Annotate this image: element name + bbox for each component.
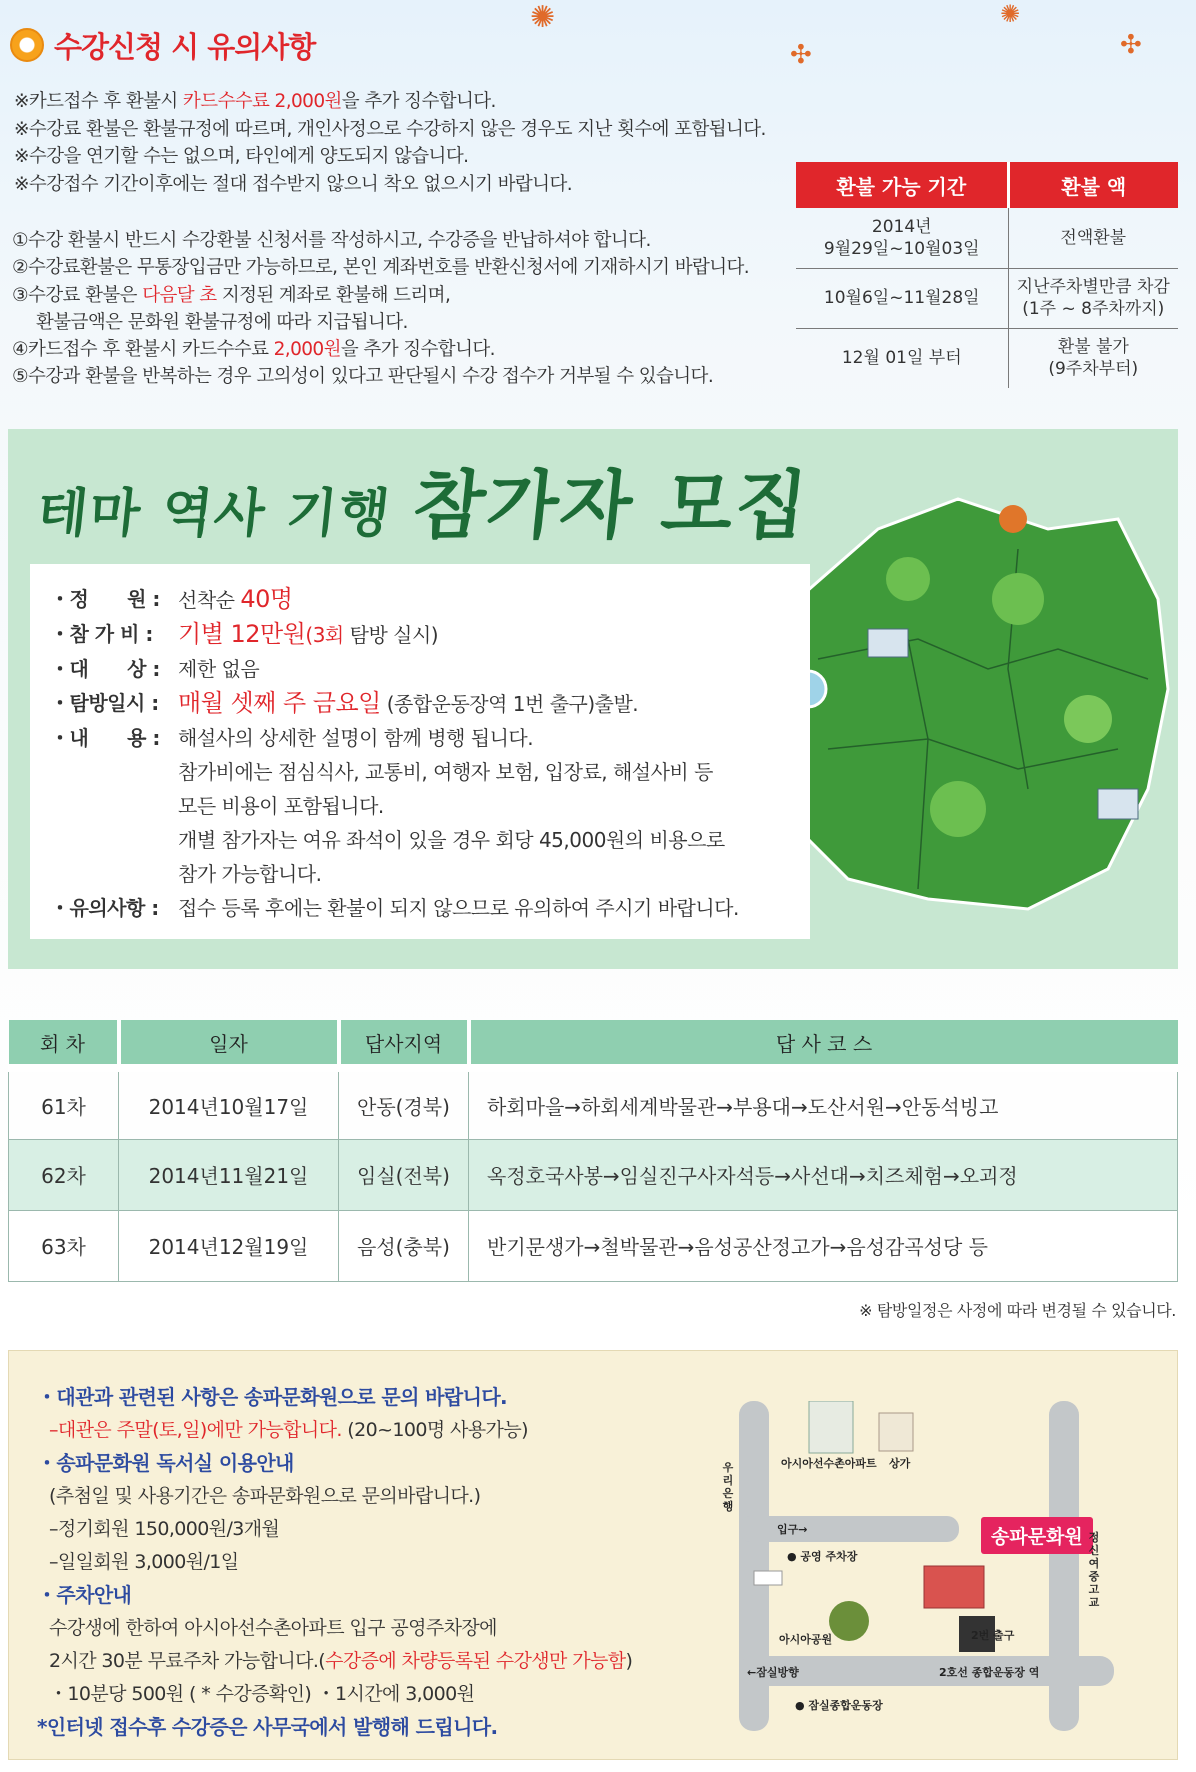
reading-room-regular: –정기회원 150,000원/3개월 (49, 1518, 280, 1540)
parking-fee-line: ・10분당 500원 ( * 수강증확인) ・1시간에 3,000원 (49, 1683, 475, 1705)
notice-title: 수강신청 시 유의사항 (54, 29, 316, 64)
notice-line: ※수강접수 기간이후에는 절대 접수받지 않으니 착오 없으시기 바랍니다. (14, 173, 573, 195)
location-map-roads (699, 1401, 1129, 1741)
info-row-caution: ・유의사항 : 접수 등록 후에는 환불이 되지 않으므로 유의하여 주시기 바랍니다. (50, 896, 739, 920)
map-label-apartment: 아시아선수촌아파트 (781, 1457, 877, 1470)
step-line: ②수강료환불은 무통장입금만 가능하므로, 본인 계좌번호를 반환신청서에 기재하시기 바랍니다. (12, 257, 750, 279)
notice-line: ※수강료 환불은 환불규정에 따르며, 개인사정으로 수강하지 않은 경우도 지난 횟수에 포함됩니다. (14, 118, 766, 140)
info-row-capacity: ・정 원 : 선착순 40명 (50, 585, 293, 613)
leaf-decoration-icon: ✺ (1000, 0, 1021, 28)
map-label-bank: 우리은행 (722, 1461, 734, 1513)
table-row (796, 268, 1178, 328)
refund-period-cell: 2014년 9월29일~10월03일 (796, 208, 1008, 268)
map-label-stadium: ● 잠실종합운동장 (795, 1699, 883, 1712)
schedule-date: 2014년10월17일 (119, 1068, 339, 1139)
schedule-region: 음성(충북) (339, 1210, 469, 1281)
recruit-info-box (30, 564, 810, 939)
parking-line: 수강생에 한하여 아시아선수촌아파트 입구 공영주차장에 (49, 1617, 497, 1639)
step-line: 환불금액은 문화원 환불규정에 따라 지급됩니다. (36, 311, 408, 333)
bullet-circle-icon (10, 28, 44, 62)
reading-room-daily: –일일회원 3,000원/1일 (49, 1551, 239, 1573)
schedule-no: 61차 (9, 1068, 119, 1139)
notice-heading (10, 24, 315, 66)
schedule-date: 2014년11월21일 (119, 1139, 339, 1210)
reading-room-heading: ・송파문화원 독서실 이용안내 (37, 1451, 294, 1475)
step-line: ①수강 환불시 반드시 수강환불 신청서를 작성하시고, 수강증을 반납하셔야 합니다. (12, 230, 651, 251)
content-line: 참가비에는 점심식사, 교통비, 여행자 보험, 입장료, 해설사비 등 (178, 760, 713, 784)
leaf-decoration-icon: ✺ (530, 0, 556, 35)
refund-amount-cell: 환불 불가 (9주차부터) (1048, 337, 1139, 380)
bottom-info-panel (8, 1350, 1178, 1760)
map-label-parking: ● 공영 주차장 (787, 1550, 858, 1563)
recruit-banner (8, 429, 1178, 969)
schedule-note: ※ 탐방일정은 사정에 따라 변경될 수 있습니다. (859, 1301, 1176, 1320)
dragonfly-decoration-icon: ✣ (1120, 30, 1142, 60)
internet-note: *인터넷 접수후 수강증은 사무국에서 발행해 드립니다. (37, 1715, 498, 1739)
schedule-course: 반기문생가→철박물관→음성공산정고가→음성감곡성당 등 (469, 1210, 1178, 1281)
table-row (9, 1139, 1178, 1210)
recruit-title-small: 테마 역사 기행 (34, 483, 395, 544)
table-row (796, 208, 1178, 268)
map-label-exit: 2번 출구 (971, 1629, 1015, 1642)
notice-notes (14, 88, 766, 198)
map-label-to-jamsil: ←잠실방향 (747, 1666, 799, 1679)
step-line: ⑤수강과 환불을 반복하는 경우 고의성이 있다고 판단될시 수강 접수가 거부될 수 있습니다. (12, 366, 714, 388)
rental-heading: ・대관과 관련된 사항은 송파문화원으로 문의 바랍니다. (37, 1385, 508, 1409)
content-extra-line2: 참가 가능합니다. (178, 862, 322, 886)
refund-table (796, 162, 1178, 388)
map-label-entrance: 입구→ (777, 1523, 808, 1536)
refund-period-cell: 10월6일~11월28일 (796, 268, 1008, 328)
schedule-date: 2014년12월19일 (119, 1210, 339, 1281)
parking-free-line: 2시간 30분 무료주차 가능합니다.(수강증에 차량등록된 수강생만 가능함) (49, 1650, 633, 1672)
refund-amount-cell: 전액환불 (1008, 208, 1178, 268)
schedule-no: 63차 (9, 1210, 119, 1281)
table-row (9, 1068, 1178, 1139)
schedule-course: 하회마을→하회세계박물관→부용대→도산서원→안동석빙고 (469, 1068, 1178, 1139)
content-line: 모든 비용이 포함됩니다. (178, 794, 384, 818)
notice-line: ※카드접수 후 환불시 카드수수료 2,000원을 추가 징수합니다. (14, 91, 496, 112)
info-row-date: ・탐방일시 : 매월 셋째 주 금요일 (종합운동장역 1번 출구)출발. (50, 689, 639, 717)
step-line: ④카드접수 후 환불시 카드수수료 2,000원을 추가 징수합니다. (12, 339, 495, 361)
map-label-station: 2호선 종합운동장 역 (939, 1666, 1040, 1679)
reading-room-note: (추첨일 및 사용기간은 송파문화원으로 문의바랍니다.) (49, 1485, 481, 1507)
content-extra-line: 개별 참가자는 여유 좌석이 있을 경우 회당 45,000원의 비용으로 (178, 828, 725, 852)
map-label-school: 정신여중고교 (1088, 1531, 1100, 1609)
rental-note: –대관은 주말(토,일)에만 가능합니다. (20~100명 사용가능) (49, 1419, 528, 1441)
map-label-shop: 상가 (889, 1457, 911, 1470)
dragonfly-decoration-icon: ✣ (790, 40, 812, 70)
info-row-fee: ・참 가 비 : 기별 12만원(3회 탐방 실시) (50, 620, 439, 648)
recruit-title-big: 참가자 모집 (408, 463, 813, 549)
schedule-region: 임실(전북) (339, 1139, 469, 1210)
parking-heading: ・주차안내 (37, 1583, 132, 1607)
schedule-header-no: 회 차 (9, 1020, 119, 1068)
songpa-culture-center-badge: 송파문화원 (981, 1517, 1093, 1554)
recruit-title (34, 447, 813, 553)
refund-period-cell: 12월 01일 부터 (796, 328, 1008, 388)
schedule-header-region: 답사지역 (339, 1020, 469, 1068)
refund-header-amount: 환불 액 (1008, 162, 1178, 208)
step-line: ③수강료 환불은 다음달 초 지정된 계좌로 환불해 드리며, (12, 284, 451, 306)
schedule-no: 62차 (9, 1139, 119, 1210)
schedule-header-course: 답 사 코 스 (469, 1020, 1178, 1068)
refund-amount-cell: 지난주차별만큼 차감 (1주 ~ 8주차까지) (1008, 268, 1178, 328)
korea-map-illustration (758, 489, 1178, 919)
schedule-table (8, 1020, 1178, 1282)
info-row-content: ・내 용 : 해설사의 상세한 설명이 함께 병행 됩니다. (50, 726, 534, 750)
refund-steps (12, 227, 749, 391)
notice-line: ※수강을 연기할 수는 없으며, 타인에게 양도되지 않습니다. (14, 146, 469, 167)
schedule-course: 옥정호국사봉→임실진구사자석등→사선대→치즈체험→오괴정 (469, 1139, 1178, 1210)
table-row (796, 328, 1178, 388)
schedule-region: 안동(경북) (339, 1068, 469, 1139)
location-map (699, 1401, 1129, 1741)
table-row (9, 1210, 1178, 1281)
refund-header-period: 환불 가능 기간 (796, 162, 1008, 208)
info-row-target: ・대 상 : 제한 없음 (50, 657, 260, 681)
schedule-header-date: 일자 (119, 1020, 339, 1068)
map-label-park: 아시아공원 (779, 1633, 833, 1646)
bottom-info-text (37, 1381, 632, 1744)
